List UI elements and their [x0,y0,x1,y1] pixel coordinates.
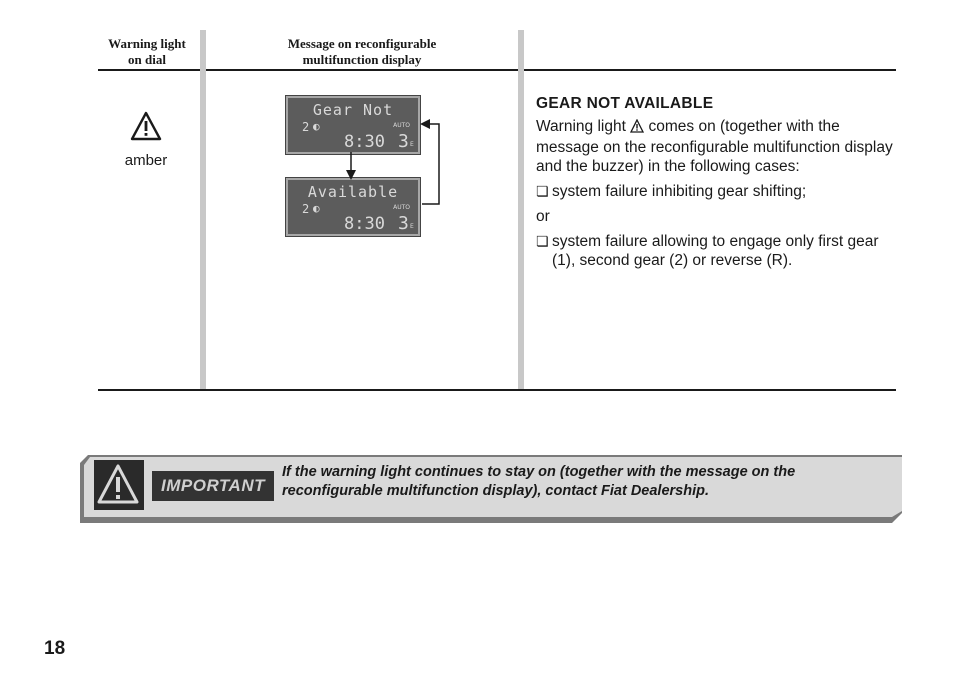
headlight-icon: ◐ [313,202,320,215]
display-gear-setting: 2 [302,202,310,216]
list-item: ❏ system failure allowing to engage only first gear (1), second gear (2) or reverse (R). [536,233,879,269]
display-time: 8:30 [344,132,385,152]
display-gear: 3 [398,131,409,152]
return-arrow-icon [420,119,439,204]
or-text: or [536,208,550,225]
description-column [536,94,896,276]
display-gear-setting: 2 [302,120,310,134]
header-message-display: Message on reconfigurable multifunction display [287,36,437,67]
warning-triangle-icon [130,110,162,142]
alternation-arrows [340,118,450,218]
inline-warning-icon [630,119,644,138]
display-gear: 3 [398,213,409,234]
list-item: ❏ system failure inhibiting gear shifting; [536,183,807,200]
header-warning-light: Warning light on dial [108,36,186,67]
bottom-rule [98,389,896,391]
page-number: 18 [44,638,66,659]
display-gear-suffix: E [410,141,414,148]
warning-light-color-label: amber [124,152,168,169]
top-rule [98,69,896,71]
important-label: IMPORTANT [152,471,274,501]
checkbox-bullet-icon: ❏ [536,183,549,199]
column-divider-right [518,30,524,389]
column-divider-left [200,30,206,389]
section-title: GEAR NOT AVAILABLE [536,95,714,112]
down-arrow-icon [346,152,356,180]
checkbox-bullet-icon: ❏ [536,233,549,249]
intro-paragraph: Warning light comes on (together with the message on the reconfigurable multifunction display and the buzzer) in the following cases: [536,118,893,175]
display-message-line: Available [307,183,399,201]
display-gear-suffix: E [410,223,414,230]
display-auto-label: AUTO [393,122,410,129]
important-text: If the warning light continues to stay on (together with the message on the reconfigurable multifunction display), contact Fiat Dealership. [282,464,796,499]
headlight-icon: ◐ [313,120,320,133]
display-message-line: Gear Not [312,101,394,119]
important-warning-icon [96,462,140,506]
display-auto-label: AUTO [393,204,410,211]
display-time: 8:30 [344,214,385,234]
